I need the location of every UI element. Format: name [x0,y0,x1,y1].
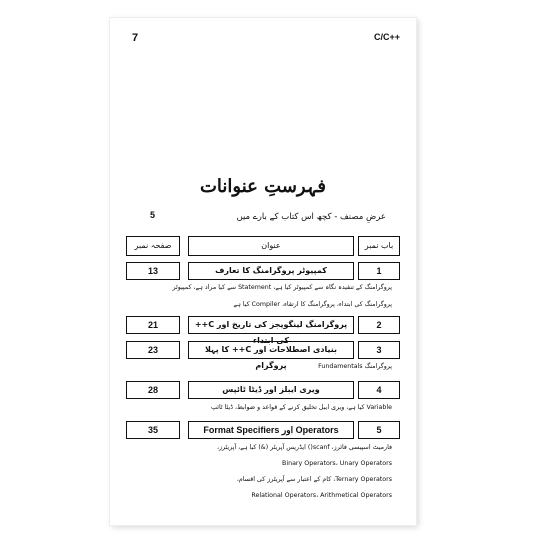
header-topic: عنوان [188,236,354,256]
chapter-title[interactable]: بنیادی اصطلاحات اور C++ کا پہلا پروگرام [188,341,354,359]
intro-page: 5 [150,210,156,220]
chapter-detail: فارمیٹ اسپیسی فائرز، scanf() ایڈریس آپریٹر (&) کیا ہے، آپریٹرز، [216,444,392,451]
book-page [110,18,416,525]
chapter-page: 21 [126,316,180,334]
intro-label: عرضِ مصنف - کچھ اس کتاب کے بارے میں [236,212,386,222]
header-page: صفحہ نمبر [126,236,180,256]
chapter-detail: پروگرامنگ کی ابتداء، پروگرامنگ کا ارتقاء، Compiler کیا ہے [233,301,392,308]
chapter-detail: Binary Operators، Unary Operators [282,460,392,467]
chapter-title[interactable]: کمپیوٹر پروگرامنگ کا تعارف [188,262,354,280]
chapter-number: 3 [358,341,400,359]
chapter-detail: Variable کیا ہے، ویری ایبل تخلیق کرنے کے قواعد و ضوابط، ڈیٹا ٹائپ [211,404,392,411]
chapter-page: 23 [126,341,180,359]
chapter-title[interactable]: ویری ایبلز اور ڈیٹا ٹائپس [188,381,354,399]
page-number: 7 [132,32,139,44]
chapter-page: 35 [126,421,180,439]
chapter-number: 5 [358,421,400,439]
chapter-detail: پروگرامنگ کے تنقیدہ نگاہ سے کمپیوٹر کیا ہے، Statement سے کیا مراد ہے، کمپیوٹر [172,284,392,291]
chapter-number: 4 [358,381,400,399]
chapter-title[interactable]: پروگرامنگ لینگویجز کی تاریخ اور C++ کی ابتداء [188,316,354,334]
chapter-detail: پروگرامنگ Fundamentals [318,363,392,370]
chapter-number: 1 [358,262,400,280]
header-chapter: باب نمبر [358,236,400,256]
chapter-detail: Relational Operators، Arithmetical Operators [251,492,392,499]
chapter-page: 13 [126,262,180,280]
contents-title: فہرستِ عنوانات [199,176,327,197]
chapter-detail: Ternary Operators، کام کے اعتبار سے آپریٹرز کی اقسام، [236,476,392,483]
chapter-number: 2 [358,316,400,334]
running-header: C/C++ [373,32,400,42]
chapter-page: 28 [126,381,180,399]
chapter-title[interactable]: Operators اور Format Specifiers [188,421,354,439]
